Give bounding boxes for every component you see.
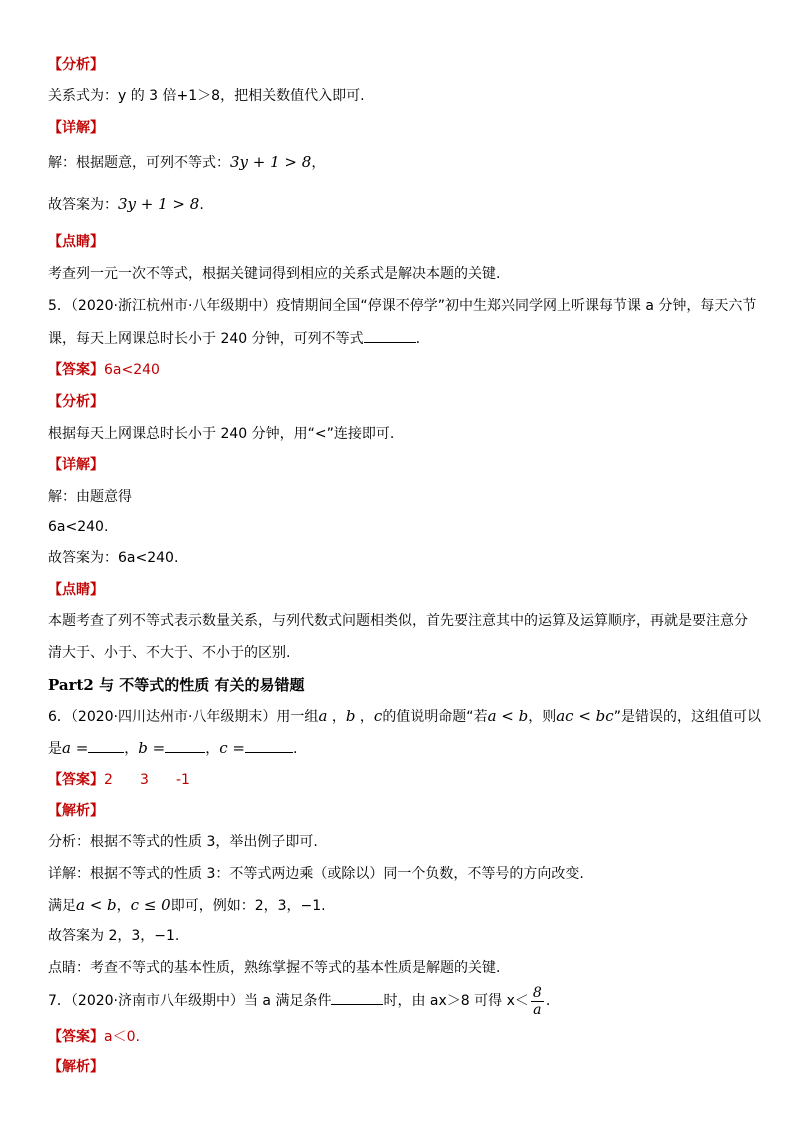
question-6-stem-line2 xyxy=(48,738,297,759)
solution-line: 解：由题意得 xyxy=(48,489,132,505)
question-7-stem-text: 7．（2020·济南市八年级期中）当 a 满足条件 xyxy=(48,993,332,1009)
analysis-tag: 【分析】 xyxy=(48,57,104,73)
final-answer-line: 故答案为 2，3，−1. xyxy=(48,928,180,944)
separator: ， xyxy=(331,709,346,725)
detail-tag: 【详解】 xyxy=(48,457,104,473)
answer-value: 6a<240 xyxy=(104,362,160,378)
question-6-stem-text: 6．（2020·四川达州市·八年级期末）用一组 xyxy=(48,709,319,725)
answer-value: a＜0. xyxy=(104,1029,140,1045)
answer-formula: 3y + 1 > 8 xyxy=(118,195,200,213)
question-6-stem-text: 是 xyxy=(48,741,62,757)
question-6-stem-text: 的值说明命题“若 xyxy=(382,709,488,725)
answer-blank-a xyxy=(88,738,124,753)
comment-text-line2: 清大于、小于、不大于、不小于的区别. xyxy=(48,645,291,661)
satisfy-formula-1: a < b xyxy=(76,896,117,914)
question-6-stem-line1 xyxy=(48,706,761,727)
answer-value-a: 2 xyxy=(104,772,113,788)
fraction-numerator: 8 xyxy=(532,984,542,1001)
detail-tag: 【详解】 xyxy=(48,120,104,136)
satisfy-text: 满足 xyxy=(48,898,76,914)
satisfy-text: ， xyxy=(116,898,131,914)
separator: ， xyxy=(359,709,374,725)
solution-suffix: ， xyxy=(311,155,326,171)
answer-tag: 【答案】 xyxy=(48,772,104,788)
solution-line xyxy=(48,152,325,173)
question-7-period: . xyxy=(545,993,551,1009)
fraction xyxy=(531,985,544,1018)
answer-blank xyxy=(331,990,383,1005)
final-answer-suffix: . xyxy=(173,550,179,566)
question-5-stem-text: 课，每天上网课总时长小于 240 分钟，可列不等式 xyxy=(48,331,364,347)
answer-tag: 【答案】 xyxy=(48,1029,104,1045)
var-a: a xyxy=(318,707,328,725)
analysis-text: 分析：根据不等式的性质 3，举出例子即可. xyxy=(48,834,318,850)
question-5-period: . xyxy=(415,331,421,347)
satisfy-text: 即可，例如：2，3，−1. xyxy=(170,898,326,914)
separator: ， xyxy=(124,741,139,757)
answer-value-c: -1 xyxy=(176,772,190,788)
final-answer-prefix: 故答案为： xyxy=(48,550,118,566)
final-answer-value: 6a<240 xyxy=(118,550,174,566)
answer-blank xyxy=(364,328,416,343)
answer-blank-c xyxy=(245,738,293,753)
question-5-stem-line1: 5．（2020·浙江杭州市·八年级期中）疫情期间全国“停课不停学”初中生郑兴同学网上听课每节课 a 分钟，每天六节 xyxy=(48,298,757,314)
analysis-text: 关系式为：y 的 3 倍+1＞8，把相关数值代入即可. xyxy=(48,88,365,104)
condition-formula: a < b xyxy=(487,707,529,725)
analysis-text: 根据每天上网课总时长小于 240 分钟，用“<”连接即可. xyxy=(48,426,395,442)
question-6-period: . xyxy=(292,741,298,757)
question-7-answer xyxy=(48,1027,140,1047)
analysis-tag: 【分析】 xyxy=(48,394,104,410)
eq-b: b = xyxy=(138,739,166,757)
question-6-stem-text: ，则 xyxy=(528,709,557,725)
comment-tag: 【点睛】 xyxy=(48,582,104,598)
solution-tag: 【解析】 xyxy=(48,803,104,819)
comment-text: 点睛：考查不等式的基本性质，熟练掌握不等式的基本性质是解题的关键. xyxy=(48,960,501,976)
answer-tag: 【答案】 xyxy=(48,362,104,378)
section-heading: Part2 与 不等式的性质 有关的易错题 xyxy=(48,676,305,694)
solution-prefix: 解：根据题意，可列不等式： xyxy=(48,155,230,171)
question-6-stem-text: ”是错误的，这组值可以 xyxy=(613,709,761,725)
answer-prefix: 故答案为： xyxy=(48,197,118,213)
conclusion-formula: ac < bc xyxy=(556,707,614,725)
question-5-stem-line2 xyxy=(48,328,420,349)
answer-line xyxy=(48,194,204,215)
comment-tag: 【点睛】 xyxy=(48,234,104,250)
satisfy-line xyxy=(48,895,326,916)
solution-tag: 【解析】 xyxy=(48,1059,104,1075)
satisfy-formula-2: c ≤ 0 xyxy=(130,896,171,914)
comment-text: 考查列一元一次不等式，根据关键词得到相应的关系式是解决本题的关键. xyxy=(48,266,501,282)
inequality-formula: 3y + 1 > 8 xyxy=(230,153,312,171)
eq-c: c = xyxy=(219,739,245,757)
answer-value-b: 3 xyxy=(140,772,149,788)
question-5-answer xyxy=(48,360,160,380)
question-6-answer xyxy=(48,770,190,790)
fraction-denominator: a xyxy=(533,1001,542,1018)
separator: ， xyxy=(205,741,220,757)
var-c: c xyxy=(373,707,383,725)
question-7-stem-text: 时，由 ax＞8 可得 x＜ xyxy=(383,993,529,1009)
var-b: b xyxy=(345,707,356,725)
detail-text: 详解：根据不等式的性质 3：不等式两边乘（或除以）同一个负数，不等号的方向改变. xyxy=(48,866,584,882)
answer-suffix: . xyxy=(199,197,204,213)
eq-a: a = xyxy=(62,739,89,757)
answer-blank-b xyxy=(165,738,205,753)
solution-inequality: 6a<240. xyxy=(48,519,109,535)
question-7-stem xyxy=(48,983,550,1019)
final-answer-line xyxy=(48,548,178,568)
comment-text-line1: 本题考查了列不等式表示数量关系，与列代数式问题相类似，首先要注意其中的运算及运算顺序，再就是要注意分 xyxy=(48,613,748,629)
